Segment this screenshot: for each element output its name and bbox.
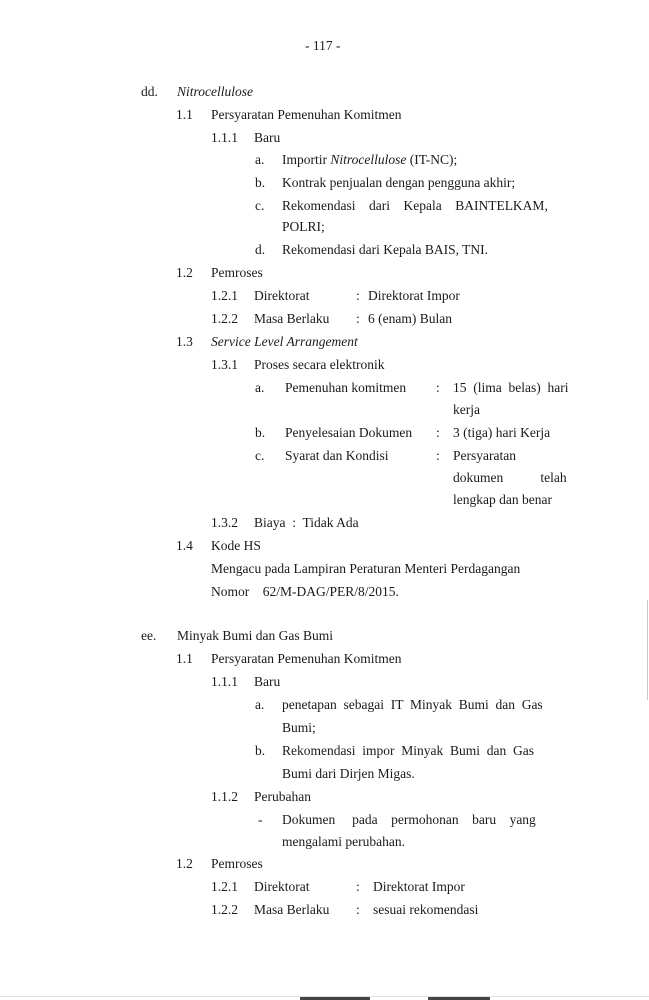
field-separator: : [436,425,440,440]
list-item: Dokumen pada permohonan baru yang [282,812,536,827]
field-value: Persyaratan [453,448,516,463]
list-marker: a. [255,697,265,712]
list-item: Rekomendasi dari Kepala BAIS, TNI. [282,242,488,257]
list-item: Rekomendasi dari Kepala BAINTELKAM, [282,198,548,213]
field-value-continuation: kerja [453,402,480,417]
field-value-continuation: lengkap dan benar [453,492,552,507]
subheading-number: 1.1.1 [211,130,238,145]
field-separator: : [356,311,360,326]
heading-number: 1.2 [176,856,193,871]
list-item [282,151,457,169]
list-marker: d. [255,242,266,257]
field-label: Direktorat [254,288,310,303]
list-marker: c. [255,198,265,213]
section-marker: ee. [141,628,157,643]
heading-number: 1.4 [176,538,193,553]
subheading-label: Proses secara elektronik [254,357,385,372]
list-item-continuation: Bumi dari Dirjen Migas. [282,766,415,781]
list-marker: b. [255,425,266,440]
list-item: penetapan sebagai IT Minyak Bumi dan Gas [282,697,543,712]
field-value: Direktorat Impor [368,288,460,303]
list-marker: a. [255,152,265,167]
field-value: 6 (enam) Bulan [368,311,452,326]
subheading-label: Baru [254,674,281,689]
field-label: Direktorat [254,879,310,894]
list-marker: - [258,812,263,827]
list-text: Importir [282,152,331,167]
list-marker: b. [255,175,266,190]
field-separator: : [436,448,440,463]
heading-label: Persyaratan Pemenuhan Komitmen [211,651,402,666]
field-label: Penyelesaian Dokumen [285,425,413,440]
field-separator: : [356,902,360,917]
field-label: Masa Berlaku [254,902,330,917]
subheading-number: 1.3.1 [211,357,238,372]
list-text-italic: Nitrocellulose [330,152,407,167]
field-value: sesuai rekomendasi [373,902,479,917]
section-marker: dd. [141,84,158,99]
field-separator: : [356,879,360,894]
list-marker: c. [255,448,265,463]
list-marker: a. [255,380,265,395]
heading-label: Persyaratan Pemenuhan Komitmen [211,107,402,122]
subheading-number: 1.2.2 [211,902,238,917]
list-item-continuation: Bumi; [282,720,316,735]
list-item: Kontrak penjualan dengan pengguna akhir; [282,175,516,190]
subheading-number: 1.1.2 [211,789,238,804]
section-title: Minyak Bumi dan Gas Bumi [177,628,333,643]
field-separator: : [436,380,440,395]
subheading-number: 1.2.2 [211,311,238,326]
heading-number: 1.3 [176,334,193,349]
list-item-continuation: mengalami perubahan. [282,834,405,849]
heading-number: 1.1 [176,651,193,666]
page-number: - 117 - [305,38,341,53]
field-value: Direktorat Impor [373,879,465,894]
list-item-continuation: POLRI; [282,219,325,234]
heading-label: Kode HS [211,538,261,553]
field-separator: : [356,288,360,303]
field-value-continuation: dokumen telah [453,470,567,485]
paragraph-line: Mengacu pada Lampiran Peraturan Menteri Perdagangan [211,561,521,576]
field-label: Pemenuhan komitmen [285,380,407,395]
section-title: Nitrocellulose [177,84,253,99]
field-label: Syarat dan Kondisi [285,448,389,463]
subheading-label: Baru [254,130,281,145]
list-text: (IT-NC); [406,152,458,167]
subheading-number: 1.3.2 [211,515,238,530]
subheading-number: 1.2.1 [211,288,238,303]
heading-label: Pemroses [211,265,263,280]
fee-line: Biaya : Tidak Ada [254,515,359,530]
subheading-number: 1.2.1 [211,879,238,894]
field-value: 3 (tiga) hari Kerja [453,425,551,440]
subheading-label: Perubahan [254,789,311,804]
subheading-number: 1.1.1 [211,674,238,689]
heading-number: 1.1 [176,107,193,122]
heading-number: 1.2 [176,265,193,280]
list-marker: b. [255,743,266,758]
scan-edge-mark [647,600,648,700]
paragraph-line: Nomor 62/M-DAG/PER/8/2015. [211,584,399,599]
heading-label: Pemroses [211,856,263,871]
heading-label: Service Level Arrangement [211,334,358,349]
list-item: Rekomendasi impor Minyak Bumi dan Gas [282,743,534,758]
field-label: Masa Berlaku [254,311,330,326]
field-value: 15 (lima belas) hari [453,380,569,395]
